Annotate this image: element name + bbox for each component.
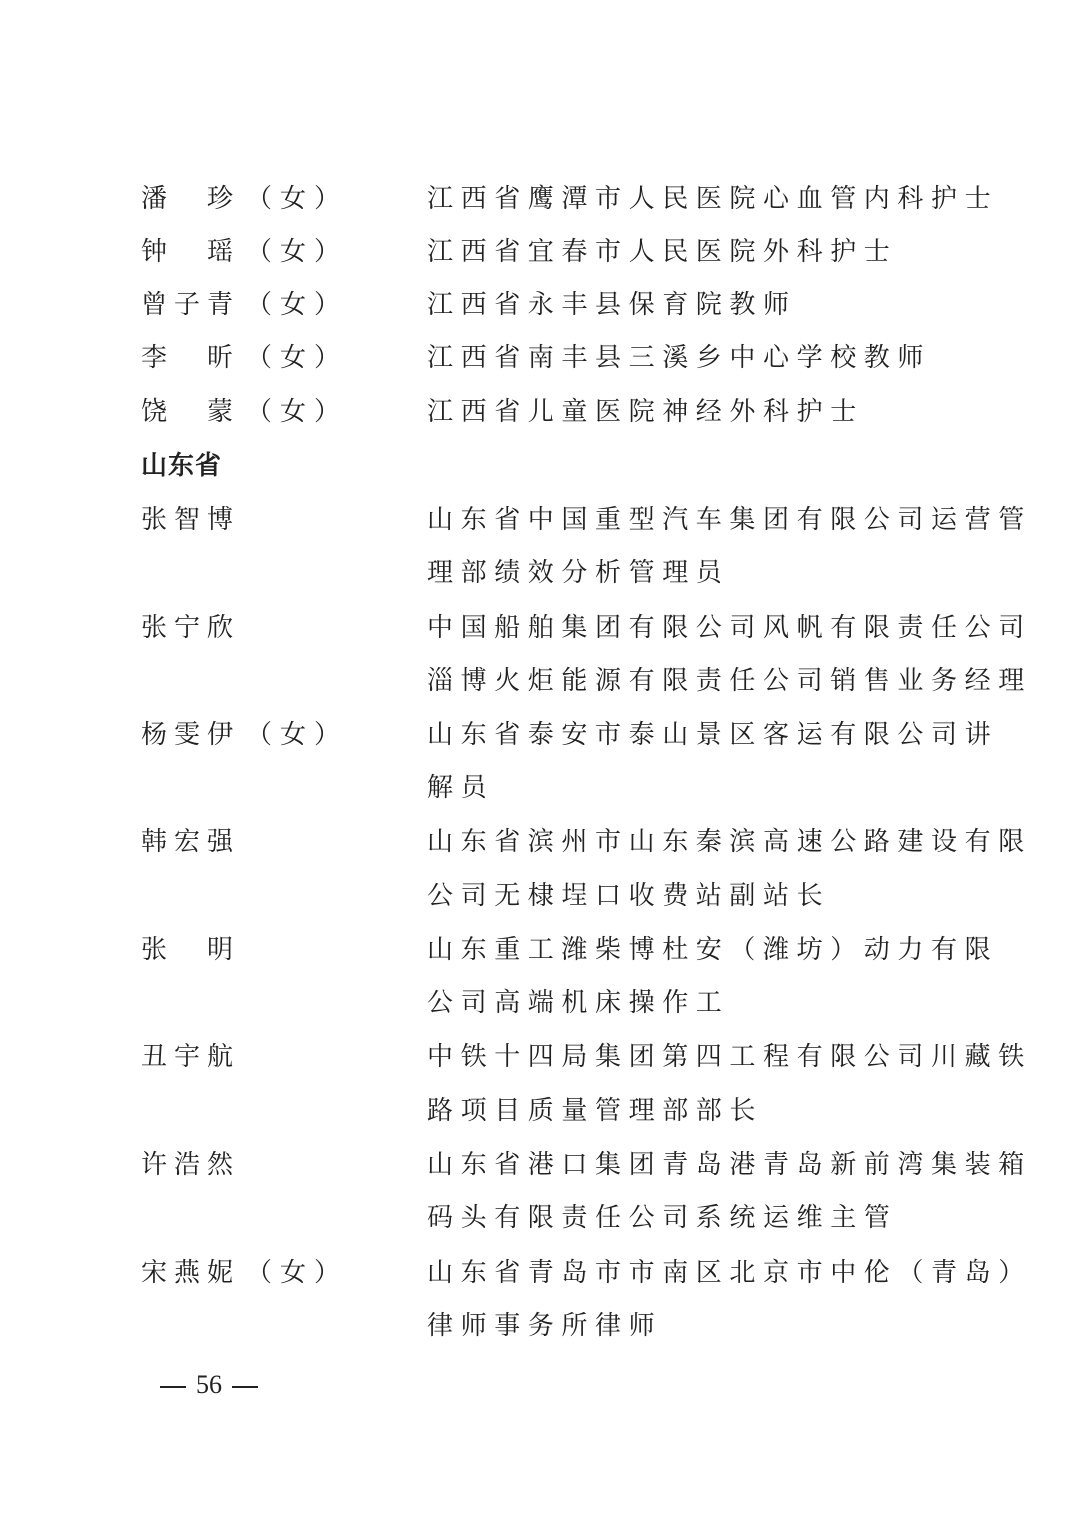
person-name: 张 明 xyxy=(141,935,241,965)
page-number xyxy=(150,1370,268,1400)
page-number-value: 56 xyxy=(196,1370,222,1399)
gender-note: （女） xyxy=(246,720,349,750)
person-description-line-1: 中国船舶集团有限公司风帆有限责任公司 xyxy=(427,613,1032,643)
person-name: 张智博 xyxy=(141,505,241,535)
person-description-line-1: 山东省中国重型汽车集团有限公司运营管 xyxy=(427,505,1032,535)
person-description-line-2: 律师事务所律师 xyxy=(427,1311,663,1341)
person-description-line-2: 公司无棣埕口收费站副站长 xyxy=(427,881,831,911)
person-name: 杨雯伊 xyxy=(141,720,241,750)
gender-note: （女） xyxy=(246,290,349,320)
gender-note: （女） xyxy=(246,237,349,267)
person-description: 江西省宜春市人民医院外科护士 xyxy=(427,237,898,267)
person-name: 饶 蒙 xyxy=(141,397,241,427)
person-name: 潘 珍 xyxy=(141,184,241,214)
person-description-line-1: 山东省青岛市市南区北京市中伦（青岛） xyxy=(427,1258,1032,1288)
gender-note: （女） xyxy=(246,343,349,373)
person-description-line-1: 山东省滨州市山东秦滨高速公路建设有限 xyxy=(427,827,1032,857)
person-name: 李 昕 xyxy=(141,343,241,373)
gender-note: （女） xyxy=(246,1258,349,1288)
person-description-line-2: 路项目质量管理部部长 xyxy=(427,1096,764,1126)
person-name: 许浩然 xyxy=(141,1150,241,1180)
person-description-line-1: 山东省港口集团青岛港青岛新前湾集装箱 xyxy=(427,1150,1032,1180)
gender-note: （女） xyxy=(246,397,349,427)
person-description: 江西省鹰潭市人民医院心血管内科护士 xyxy=(427,184,999,214)
person-description-line-1: 山东省泰安市泰山景区客运有限公司讲 xyxy=(427,720,999,750)
person-name: 丑宇航 xyxy=(141,1042,241,1072)
person-name: 宋燕妮 xyxy=(141,1258,241,1288)
person-name: 曾子青 xyxy=(141,290,241,320)
person-description-line-2: 公司高端机床操作工 xyxy=(427,988,730,1018)
person-description-line-1: 山东重工潍柴博杜安（潍坊）动力有限 xyxy=(427,935,999,965)
person-name: 张宁欣 xyxy=(141,613,241,643)
page-number-dash-left xyxy=(160,1386,186,1388)
person-description: 江西省永丰县保育院教师 xyxy=(427,290,797,320)
section-heading: 山东省 xyxy=(141,451,223,481)
person-name: 韩宏强 xyxy=(141,827,241,857)
person-description: 江西省南丰县三溪乡中心学校教师 xyxy=(427,343,932,373)
person-description: 江西省儿童医院神经外科护士 xyxy=(427,397,864,427)
person-description-line-2: 解员 xyxy=(427,773,495,803)
gender-note: （女） xyxy=(246,184,349,214)
person-description-line-1: 中铁十四局集团第四工程有限公司川藏铁 xyxy=(427,1042,1032,1072)
person-description-line-2: 理部绩效分析管理员 xyxy=(427,558,730,588)
page-number-dash-right xyxy=(232,1386,258,1388)
person-description-line-2: 码头有限责任公司系统运维主管 xyxy=(427,1203,898,1233)
person-name: 钟 瑶 xyxy=(141,237,241,267)
person-description-line-2: 淄博火炬能源有限责任公司销售业务经理 xyxy=(427,666,1032,696)
